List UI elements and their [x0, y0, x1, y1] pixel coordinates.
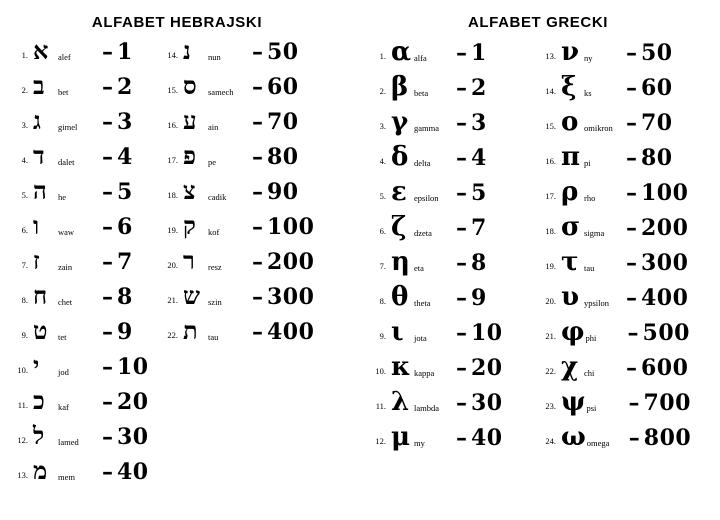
equals-dash: –: [626, 355, 637, 381]
hebrew-letter-glyph: י: [33, 351, 40, 380]
row-index: 5.: [21, 190, 28, 200]
greek-letter-value: 500: [642, 320, 690, 346]
letter-row: [158, 281, 318, 319]
equals-dash: –: [252, 214, 263, 240]
hebrew-letter-glyph: ת: [183, 316, 198, 345]
letter-row: [536, 354, 711, 389]
letter-row: [8, 176, 158, 214]
greek-letter-name: dzeta: [414, 228, 432, 238]
hebrew-letter-value: 200: [267, 249, 315, 275]
greek-letter-value: 30: [471, 390, 503, 416]
greek-letter-value: 10: [471, 320, 503, 346]
hebrew-letter-value: 10: [117, 354, 149, 380]
hebrew-letter-name: bet: [58, 87, 69, 97]
equals-dash: –: [628, 425, 640, 451]
hebrew-letter-name: waw: [58, 227, 75, 237]
row-index: 15.: [167, 85, 178, 95]
row-index: 1.: [379, 51, 386, 61]
greek-letter-name: jota: [414, 333, 427, 343]
hebrew-letter-name: mem: [58, 472, 75, 482]
greek-letter-name: gamma: [414, 123, 440, 133]
row-index: 15.: [545, 121, 556, 131]
hebrew-letter-glyph: ג: [33, 106, 41, 135]
equals-dash: –: [102, 109, 113, 135]
hebrew-letter-value: 80: [267, 144, 299, 170]
hebrew-letter-name: kof: [208, 227, 220, 237]
hebrew-letter-value: 20: [117, 389, 149, 415]
greek-letter-glyph: γ: [391, 107, 409, 137]
row-index: 13.: [545, 51, 556, 61]
greek-letter-glyph: μ: [391, 422, 411, 452]
row-index: 13.: [17, 470, 28, 480]
letter-row: [536, 284, 711, 319]
letter-row: [366, 424, 536, 459]
letter-row: [8, 246, 158, 284]
row-index: 17.: [545, 191, 556, 201]
greek-letter-value: 600: [641, 355, 689, 381]
row-index: 14.: [545, 86, 556, 96]
hebrew-letter-name: samech: [208, 87, 234, 97]
letter-row: [8, 211, 158, 249]
greek-letter-value: 800: [643, 425, 692, 451]
hebrew-letter-name: tet: [58, 332, 67, 342]
letter-row: [8, 421, 158, 459]
letter-row: [8, 36, 158, 74]
greek-letter-value: 700: [643, 390, 691, 416]
equals-dash: –: [456, 180, 467, 206]
greek-letter-name: theta: [414, 298, 431, 308]
hebrew-letter-glyph: ו: [33, 211, 40, 240]
equals-dash: –: [252, 144, 263, 170]
greek-column-2: [536, 39, 711, 459]
equals-dash: –: [626, 285, 637, 311]
equals-dash: –: [456, 40, 467, 66]
letter-row: [8, 456, 158, 494]
hebrew-letter-name: lamed: [58, 437, 79, 447]
equals-dash: –: [102, 319, 113, 345]
hebrew-letter-value: 30: [117, 424, 149, 450]
hebrew-letter-value: 100: [267, 214, 315, 240]
hebrew-letter-value: 400: [267, 319, 315, 345]
equals-dash: –: [456, 75, 467, 101]
letter-row: [366, 389, 536, 424]
letter-row: [536, 424, 711, 459]
greek-letter-name: tau: [584, 263, 595, 273]
row-index: 19.: [545, 261, 556, 271]
row-index: 7.: [379, 261, 386, 271]
greek-columns: [366, 39, 720, 459]
hebrew-letter-glyph: מ: [33, 456, 48, 485]
greek-letter-glyph: χ: [561, 352, 579, 382]
row-index: 8.: [21, 295, 28, 305]
equals-dash: –: [627, 320, 639, 346]
hebrew-letter-name: chet: [58, 297, 73, 307]
equals-dash: –: [626, 145, 637, 171]
letter-row: [536, 179, 711, 214]
equals-dash: –: [252, 249, 263, 275]
row-index: 22.: [545, 366, 556, 376]
greek-letter-glyph: ζ: [391, 212, 407, 242]
row-index: 20.: [545, 296, 556, 306]
letter-row: [536, 74, 711, 109]
letter-row: [158, 211, 318, 249]
equals-dash: –: [252, 39, 263, 65]
greek-column-1: [366, 39, 536, 459]
row-index: 24.: [545, 436, 556, 446]
greek-section-title: ALFABET GRECKI: [467, 14, 609, 31]
letter-row: [366, 109, 536, 144]
row-index: 23.: [545, 401, 556, 411]
row-index: 4.: [379, 156, 386, 166]
greek-letter-value: 80: [641, 145, 673, 171]
hebrew-letter-name: pe: [208, 157, 217, 167]
hebrew-letter-name: kaf: [58, 402, 69, 412]
letter-row: [366, 144, 536, 179]
hebrew-letter-name: jod: [58, 367, 69, 377]
hebrew-letter-value: 2: [117, 74, 133, 100]
greek-letter-value: 70: [641, 110, 673, 136]
greek-letter-glyph: ξ: [561, 72, 577, 102]
row-index: 4.: [21, 155, 28, 165]
hebrew-letter-value: 60: [267, 74, 299, 100]
equals-dash: –: [626, 40, 637, 66]
hebrew-letter-glyph: ק: [183, 211, 196, 240]
greek-letter-glyph: δ: [391, 142, 409, 172]
equals-dash: –: [626, 75, 637, 101]
letter-row: [366, 214, 536, 249]
letter-row: [366, 74, 536, 109]
equals-dash: –: [456, 145, 467, 171]
greek-letter-value: 50: [641, 40, 673, 66]
greek-letter-name: alfa: [414, 53, 427, 63]
greek-letter-glyph: ε: [391, 177, 407, 207]
hebrew-letter-glyph: ס: [183, 71, 197, 100]
row-index: 7.: [21, 260, 28, 270]
hebrew-letter-name: alef: [58, 52, 71, 62]
greek-letter-name: ypsilon: [584, 298, 610, 308]
greek-letter-name: sigma: [584, 228, 605, 238]
greek-letter-glyph: ν: [561, 37, 580, 67]
greek-letter-glyph: α: [391, 37, 412, 67]
greek-letter-value: 400: [641, 285, 689, 311]
greek-letter-name: rho: [584, 193, 596, 203]
greek-letter-glyph: υ: [561, 282, 580, 312]
letter-row: [366, 39, 536, 74]
equals-dash: –: [626, 180, 637, 206]
row-index: 3.: [379, 121, 386, 131]
greek-letter-value: 3: [471, 110, 487, 136]
hebrew-letter-value: 4: [117, 144, 133, 170]
equals-dash: –: [102, 214, 113, 240]
greek-letter-value: 100: [641, 180, 689, 206]
hebrew-letter-glyph: ה: [33, 176, 47, 205]
greek-letter-value: 8: [471, 250, 487, 276]
equals-dash: –: [626, 215, 637, 241]
letter-row: [366, 284, 536, 319]
equals-dash: –: [456, 285, 467, 311]
hebrew-letter-glyph: ד: [33, 141, 45, 170]
equals-dash: –: [102, 284, 113, 310]
letter-row: [158, 141, 318, 179]
greek-letter-name: eta: [414, 263, 424, 273]
equals-dash: –: [102, 389, 113, 415]
hebrew-letter-glyph: ט: [33, 316, 48, 345]
equals-dash: –: [626, 110, 637, 136]
hebrew-letter-name: nun: [208, 52, 221, 62]
equals-dash: –: [102, 354, 113, 380]
hebrew-letter-glyph: ל: [33, 421, 45, 450]
row-index: 8.: [379, 296, 386, 306]
equals-dash: –: [456, 250, 467, 276]
hebrew-letter-value: 40: [117, 459, 149, 485]
hebrew-letter-glyph: ח: [33, 281, 48, 310]
hebrew-letter-name: cadik: [208, 192, 227, 202]
greek-letter-glyph: η: [391, 247, 410, 277]
equals-dash: –: [626, 250, 637, 276]
greek-letter-name: pi: [584, 158, 591, 168]
hebrew-letter-name: ain: [208, 122, 219, 132]
hebrew-letter-value: 5: [117, 179, 133, 205]
equals-dash: –: [456, 110, 467, 136]
letter-row: [536, 109, 711, 144]
greek-letter-name: my: [414, 438, 425, 448]
greek-letter-value: 9: [471, 285, 487, 311]
greek-letter-name: phi: [585, 333, 597, 343]
row-index: 21.: [167, 295, 178, 305]
equals-dash: –: [456, 425, 467, 451]
letter-row: [8, 71, 158, 109]
row-index: 11.: [17, 400, 28, 410]
letter-row: [158, 246, 318, 284]
greek-letter-name: psi: [586, 403, 597, 413]
row-index: 14.: [167, 50, 178, 60]
letter-row: [536, 214, 711, 249]
row-index: 19.: [167, 225, 178, 235]
equals-dash: –: [456, 320, 467, 346]
letter-row: [536, 319, 711, 354]
greek-letter-name: omikron: [584, 123, 613, 133]
equals-dash: –: [102, 249, 113, 275]
greek-letter-glyph: β: [391, 72, 409, 102]
greek-letter-glyph: θ: [391, 282, 409, 312]
row-index: 12.: [375, 436, 386, 446]
letter-row: [158, 71, 318, 109]
greek-alphabet-section: [360, 0, 720, 520]
hebrew-letter-glyph: ע: [183, 106, 197, 135]
greek-letter-glyph: κ: [391, 352, 411, 382]
greek-letter-glyph: ι: [391, 317, 404, 347]
hebrew-column-2: [158, 36, 318, 494]
greek-letter-name: omega: [586, 438, 610, 448]
row-index: 20.: [167, 260, 178, 270]
row-index: 17.: [167, 155, 178, 165]
row-index: 9.: [379, 331, 386, 341]
greek-letter-value: 40: [471, 425, 503, 451]
hebrew-letter-glyph: ש: [183, 281, 200, 310]
row-index: 22.: [167, 330, 178, 340]
letter-row: [536, 39, 711, 74]
letter-row: [366, 319, 536, 354]
greek-letter-name: ny: [584, 53, 593, 63]
greek-letter-value: 60: [641, 75, 673, 101]
equals-dash: –: [252, 284, 263, 310]
hebrew-letter-glyph: פ: [183, 141, 197, 170]
hebrew-letter-value: 1: [117, 39, 133, 65]
row-index: 12.: [17, 435, 28, 445]
hebrew-letter-glyph: ר: [183, 246, 195, 275]
greek-letter-glyph: ρ: [561, 177, 579, 207]
hebrew-letter-value: 7: [117, 249, 133, 275]
hebrew-section-title: ALFABET HEBRAJSKI: [91, 14, 263, 31]
hebrew-letter-value: 300: [267, 284, 315, 310]
letter-row: [158, 176, 318, 214]
greek-letter-glyph: σ: [561, 212, 581, 242]
greek-letter-value: 1: [471, 40, 487, 66]
row-index: 6.: [21, 225, 28, 235]
letter-row: [158, 316, 318, 354]
hebrew-column-1: [8, 36, 158, 494]
row-index: 1.: [21, 50, 28, 60]
hebrew-letter-value: 8: [117, 284, 133, 310]
letter-row: [8, 281, 158, 319]
hebrew-letter-value: 6: [117, 214, 133, 240]
greek-letter-value: 300: [641, 250, 689, 276]
row-index: 2.: [21, 85, 28, 95]
hebrew-letter-glyph: א: [33, 36, 49, 65]
equals-dash: –: [252, 179, 263, 205]
greek-letter-name: chi: [584, 368, 595, 378]
greek-letter-glyph: ψ: [561, 387, 586, 417]
hebrew-letter-glyph: ב: [33, 71, 45, 100]
hebrew-letter-value: 3: [117, 109, 133, 135]
row-index: 11.: [375, 401, 386, 411]
greek-letter-glyph: φ: [561, 317, 585, 347]
greek-letter-glyph: ο: [561, 107, 579, 137]
equals-dash: –: [102, 459, 113, 485]
hebrew-letter-glyph: ז: [33, 246, 40, 275]
equals-dash: –: [252, 109, 263, 135]
letter-row: [8, 386, 158, 424]
greek-letter-value: 200: [641, 215, 689, 241]
letter-row: [536, 249, 711, 284]
row-index: 10.: [375, 366, 386, 376]
letter-row: [366, 179, 536, 214]
row-index: 21.: [545, 331, 556, 341]
row-index: 10.: [17, 365, 28, 375]
greek-letter-value: 7: [471, 215, 487, 241]
greek-letter-name: epsilon: [414, 193, 439, 203]
letter-row: [536, 144, 711, 179]
hebrew-letter-value: 9: [117, 319, 133, 345]
equals-dash: –: [456, 355, 467, 381]
greek-letter-name: delta: [414, 158, 431, 168]
equals-dash: –: [102, 424, 113, 450]
hebrew-letter-value: 90: [267, 179, 299, 205]
row-index: 18.: [545, 226, 556, 236]
hebrew-letter-name: gimel: [58, 122, 78, 132]
row-index: 5.: [379, 191, 386, 201]
row-index: 16.: [167, 120, 178, 130]
letter-row: [158, 36, 318, 74]
equals-dash: –: [252, 319, 263, 345]
hebrew-letter-glyph: נ: [183, 36, 191, 65]
letter-row: [8, 106, 158, 144]
row-index: 9.: [21, 330, 28, 340]
greek-letter-name: ks: [584, 88, 592, 98]
greek-letter-name: kappa: [414, 368, 435, 378]
row-index: 16.: [545, 156, 556, 166]
letter-row: [366, 354, 536, 389]
letter-row: [366, 249, 536, 284]
row-index: 18.: [167, 190, 178, 200]
greek-letter-name: beta: [414, 88, 429, 98]
letter-row: [8, 351, 158, 389]
row-index: 2.: [379, 86, 386, 96]
greek-letter-value: 5: [471, 180, 487, 206]
row-index: 3.: [21, 120, 28, 130]
hebrew-letter-name: resz: [208, 262, 222, 272]
greek-letter-glyph: π: [561, 142, 581, 172]
greek-letter-value: 20: [471, 355, 503, 381]
equals-dash: –: [456, 215, 467, 241]
equals-dash: –: [102, 179, 113, 205]
hebrew-columns: [8, 36, 360, 494]
equals-dash: –: [252, 74, 263, 100]
hebrew-letter-glyph: כ: [33, 386, 45, 415]
greek-letter-value: 2: [471, 75, 487, 101]
hebrew-letter-name: dalet: [58, 157, 75, 167]
equals-dash: –: [102, 144, 113, 170]
greek-letter-glyph: λ: [391, 387, 410, 417]
hebrew-letter-value: 70: [267, 109, 299, 135]
hebrew-letter-glyph: צ: [183, 176, 196, 205]
greek-letter-name: lambda: [414, 403, 440, 413]
hebrew-letter-value: 50: [267, 39, 299, 65]
equals-dash: –: [102, 39, 113, 65]
hebrew-letter-name: zain: [58, 262, 73, 272]
hebrew-letter-name: szin: [208, 297, 222, 307]
greek-letter-glyph: ω: [561, 422, 586, 452]
row-index: 6.: [379, 226, 386, 236]
hebrew-letter-name: he: [58, 192, 67, 202]
greek-letter-value: 4: [471, 145, 487, 171]
letter-row: [158, 106, 318, 144]
letter-row: [8, 141, 158, 179]
greek-letter-glyph: τ: [561, 247, 579, 277]
letter-row: [8, 316, 158, 354]
equals-dash: –: [102, 74, 113, 100]
hebrew-letter-name: tau: [208, 332, 219, 342]
equals-dash: –: [628, 390, 640, 416]
equals-dash: –: [456, 390, 467, 416]
letter-row: [536, 389, 711, 424]
